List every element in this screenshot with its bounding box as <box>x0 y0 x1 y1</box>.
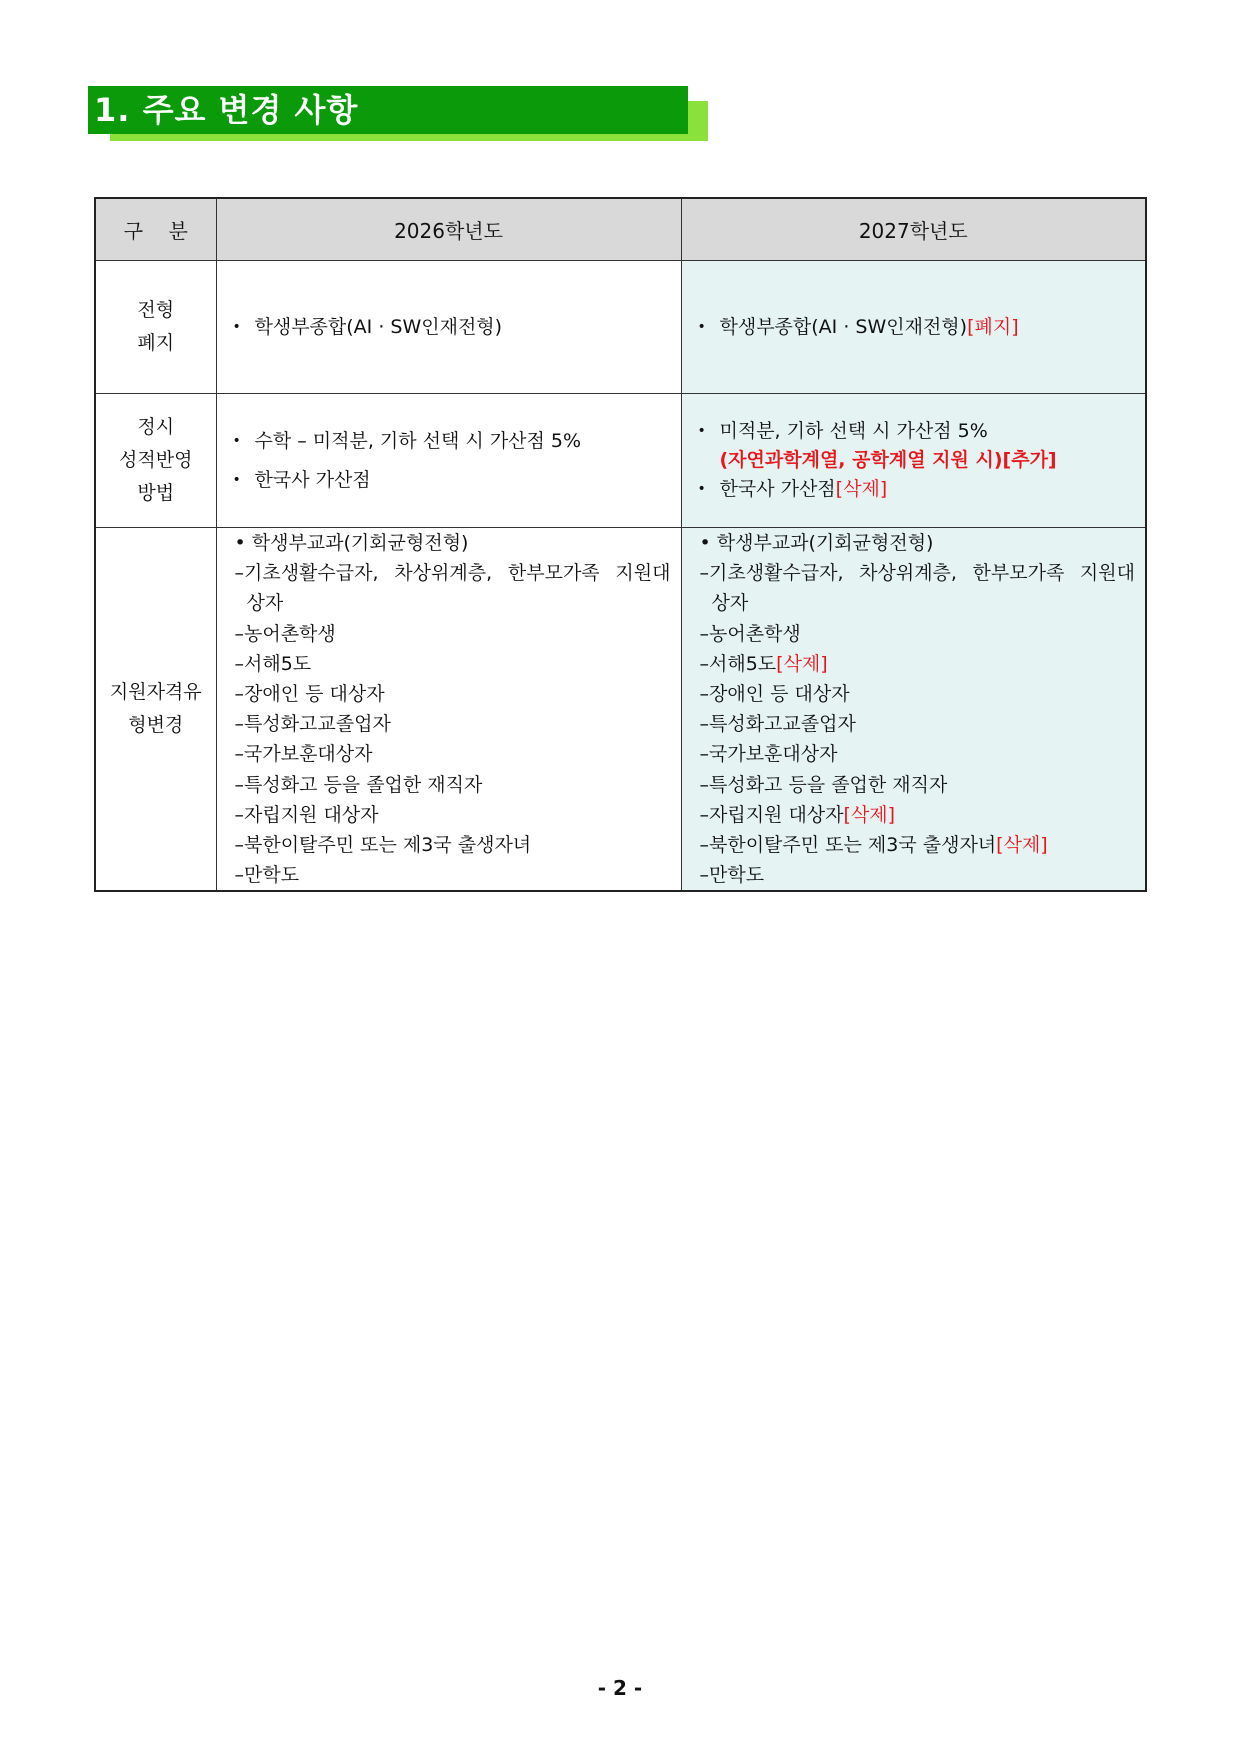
item-text: –장애인 등 대상자 <box>699 683 850 706</box>
section-title-block <box>88 86 718 146</box>
cell-2026 <box>216 261 681 394</box>
change-tag: [삭제] <box>835 478 888 500</box>
header-category: 구 분 <box>95 198 216 261</box>
item-text: –서해5도 <box>699 652 777 675</box>
list-item <box>698 475 1136 504</box>
item-text: 미적분, 기하 선택 시 가산점 5% <box>719 420 988 442</box>
list-item <box>700 709 1136 739</box>
cell-2027 <box>681 528 1146 892</box>
cell-2026 <box>216 394 681 528</box>
item-text: –특성화고 등을 졸업한 재직자 <box>699 773 948 796</box>
list-item: • 학생부종합(AI · SW인재전형) <box>233 313 671 342</box>
list-item: –북한이탈주민 또는 제3국 출생자녀 <box>234 834 532 857</box>
list-item: • 한국사 가산점 <box>233 466 671 495</box>
list-item: –서해5도 <box>234 652 312 675</box>
list-item: –만학도 <box>234 864 300 887</box>
item-text: 학생부종합(AI · SW인재전형) <box>719 315 968 338</box>
category-line: 성적반영 <box>119 449 193 471</box>
section-title: 1. 주요 변경 사항 <box>88 86 688 134</box>
list-item <box>700 649 1136 679</box>
list-item: –특성화고 등을 졸업한 재직자 <box>234 773 483 796</box>
category-line: 지원자격유 <box>109 681 202 704</box>
change-tag: [삭제] <box>776 652 828 675</box>
row-category <box>95 394 216 528</box>
category-line: 폐지 <box>137 332 175 354</box>
page-number: - 2 - <box>597 1676 643 1700</box>
cell-2027 <box>681 261 1146 394</box>
item-text: –농어촌학생 <box>699 622 801 645</box>
item-text: –자립지원 대상자 <box>699 803 844 826</box>
category-line: 형변경 <box>128 714 184 737</box>
category-line: 전형 <box>137 299 175 321</box>
list-item: –장애인 등 대상자 <box>234 683 385 706</box>
list-item <box>700 588 1136 618</box>
table-row <box>95 528 1146 892</box>
list-item: –국가보훈대상자 <box>234 743 373 766</box>
header-2026: 2026학년도 <box>216 198 681 261</box>
row-category <box>95 261 216 394</box>
row-category <box>95 528 216 892</box>
list-item <box>700 558 1136 588</box>
item-text: 한국사 가산점 <box>719 478 836 500</box>
change-tag: [삭제] <box>843 803 896 826</box>
list-item: 상자 <box>246 592 284 615</box>
category-line: 방법 <box>137 482 175 504</box>
table-row <box>95 394 1146 528</box>
list-item: –기초생활수급자, 차상위계층, 한부모가족 지원대 <box>234 562 671 585</box>
list-item <box>700 800 1136 830</box>
list-item <box>700 770 1136 800</box>
item-text: –만학도 <box>699 864 765 887</box>
item-text: –국가보훈대상자 <box>699 743 838 766</box>
item-text: 상자 <box>711 592 749 615</box>
category-line: 정시 <box>137 416 175 438</box>
list-item: –농어촌학생 <box>234 622 336 645</box>
list-item: • 수학 – 미적분, 기하 선택 시 가산점 5% <box>233 427 671 456</box>
table-row <box>95 261 1146 394</box>
item-text: –북한이탈주민 또는 제3국 출생자녀 <box>699 834 997 857</box>
change-note: (자연과학계열, 공학계열 지원 시)[추가] <box>719 449 1057 471</box>
list-item <box>700 679 1136 709</box>
list-item <box>698 417 1136 446</box>
table-header-row <box>95 198 1146 261</box>
list-item <box>700 739 1136 769</box>
list-item <box>700 830 1136 860</box>
header-2027: 2027학년도 <box>681 198 1146 261</box>
cell-2027 <box>681 394 1146 528</box>
list-item: –특성화고교졸업자 <box>234 713 391 736</box>
item-text: –기초생활수급자, 차상위계층, 한부모가족 지원대 <box>699 562 1135 585</box>
list-item <box>700 860 1136 890</box>
list-heading: • 학생부교과(기회균형전형) <box>700 528 1136 558</box>
list-heading: • 학생부교과(기회균형전형) <box>235 528 671 558</box>
changes-table <box>94 197 1147 892</box>
list-item <box>698 313 1136 342</box>
list-item <box>700 619 1136 649</box>
list-item: –자립지원 대상자 <box>234 803 379 826</box>
change-tag: [폐지] <box>967 315 1019 338</box>
change-tag: [삭제] <box>996 834 1048 857</box>
cell-2026 <box>216 528 681 892</box>
item-text: –특성화고교졸업자 <box>699 713 856 736</box>
